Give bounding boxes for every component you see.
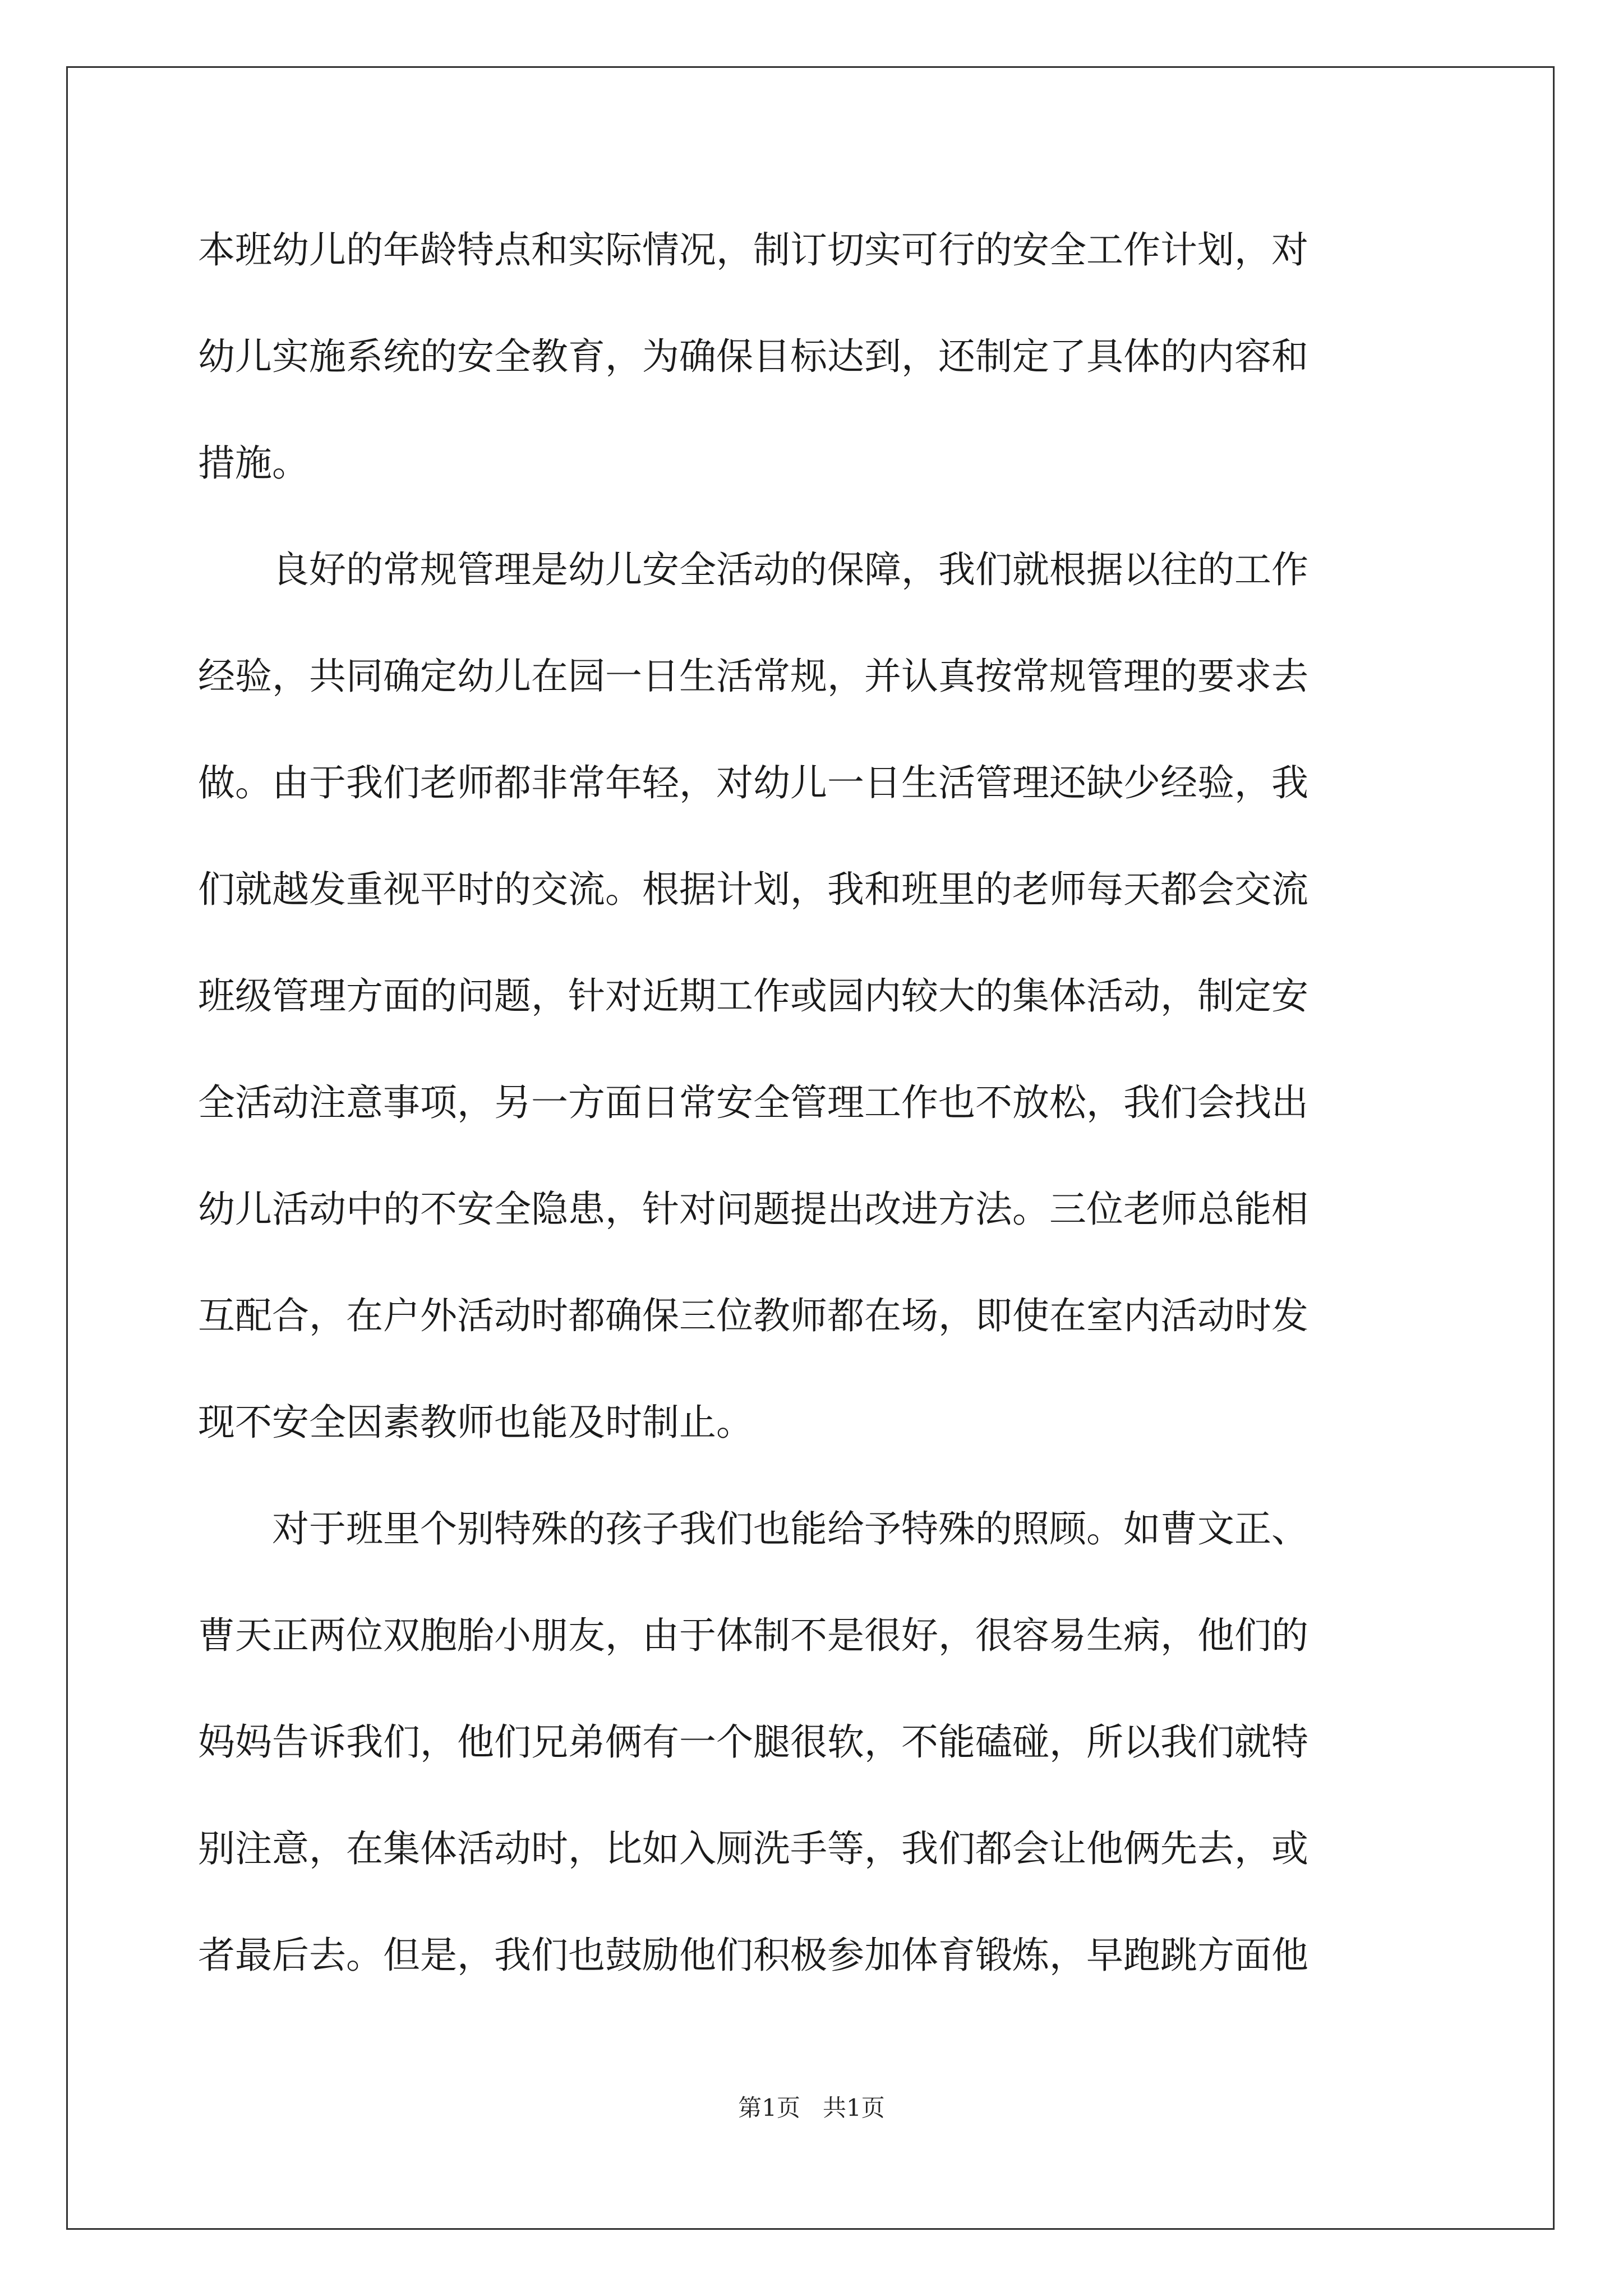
body-text-line: 幼儿活动中的不安全隐患，针对问题提出改进方法。三位老师总能相 — [198, 1188, 1308, 1231]
page-number: 第1页 — [738, 2094, 800, 2122]
body-text-line: 现不安全因素教师也能及时制止。 — [198, 1401, 753, 1444]
body-text-line: 互配合，在户外活动时都确保三位教师都在场，即使在室内活动时发 — [198, 1294, 1308, 1337]
body-text-line: 对于班里个别特殊的孩子我们也能给予特殊的照顾。如曹文正、 — [198, 1507, 1308, 1550]
body-text-line: 良好的常规管理是幼儿安全活动的保障，我们就根据以往的工作 — [198, 548, 1308, 591]
page-footer — [0, 2091, 1623, 2125]
body-text-line: 们就越发重视平时的交流。根据计划，我和班里的老师每天都会交流 — [198, 868, 1308, 911]
body-text-line: 做。由于我们老师都非常年轻，对幼儿一日生活管理还缺少经验，我 — [198, 761, 1308, 804]
body-text-line: 曹天正两位双胞胎小朋友，由于体制不是很好，很容易生病，他们的 — [198, 1614, 1308, 1657]
page-total: 共1页 — [823, 2094, 885, 2122]
body-text-line: 幼儿实施系统的安全教育，为确保目标达到，还制定了具体的内容和 — [198, 335, 1308, 378]
body-text-line: 妈妈告诉我们，他们兄弟俩有一个腿很软，不能磕碰，所以我们就特 — [198, 1720, 1308, 1764]
body-text-line: 全活动注意事项，另一方面日常安全管理工作也不放松，我们会找出 — [198, 1081, 1308, 1124]
body-text-line: 经验，共同确定幼儿在园一日生活常规，并认真按常规管理的要求去 — [198, 655, 1308, 698]
body-text-line: 措施。 — [198, 441, 309, 485]
body-text-line: 班级管理方面的问题，针对近期工作或园内较大的集体活动，制定安 — [198, 974, 1308, 1018]
body-text-line: 别注意，在集体活动时，比如入厕洗手等，我们都会让他俩先去，或 — [198, 1827, 1308, 1870]
body-text-line: 本班幼儿的年龄特点和实际情况，制订切实可行的安全工作计划，对 — [198, 228, 1308, 272]
body-text-line: 者最后去。但是，我们也鼓励他们积极参加体育锻炼，早跑跳方面他 — [198, 1934, 1308, 1977]
